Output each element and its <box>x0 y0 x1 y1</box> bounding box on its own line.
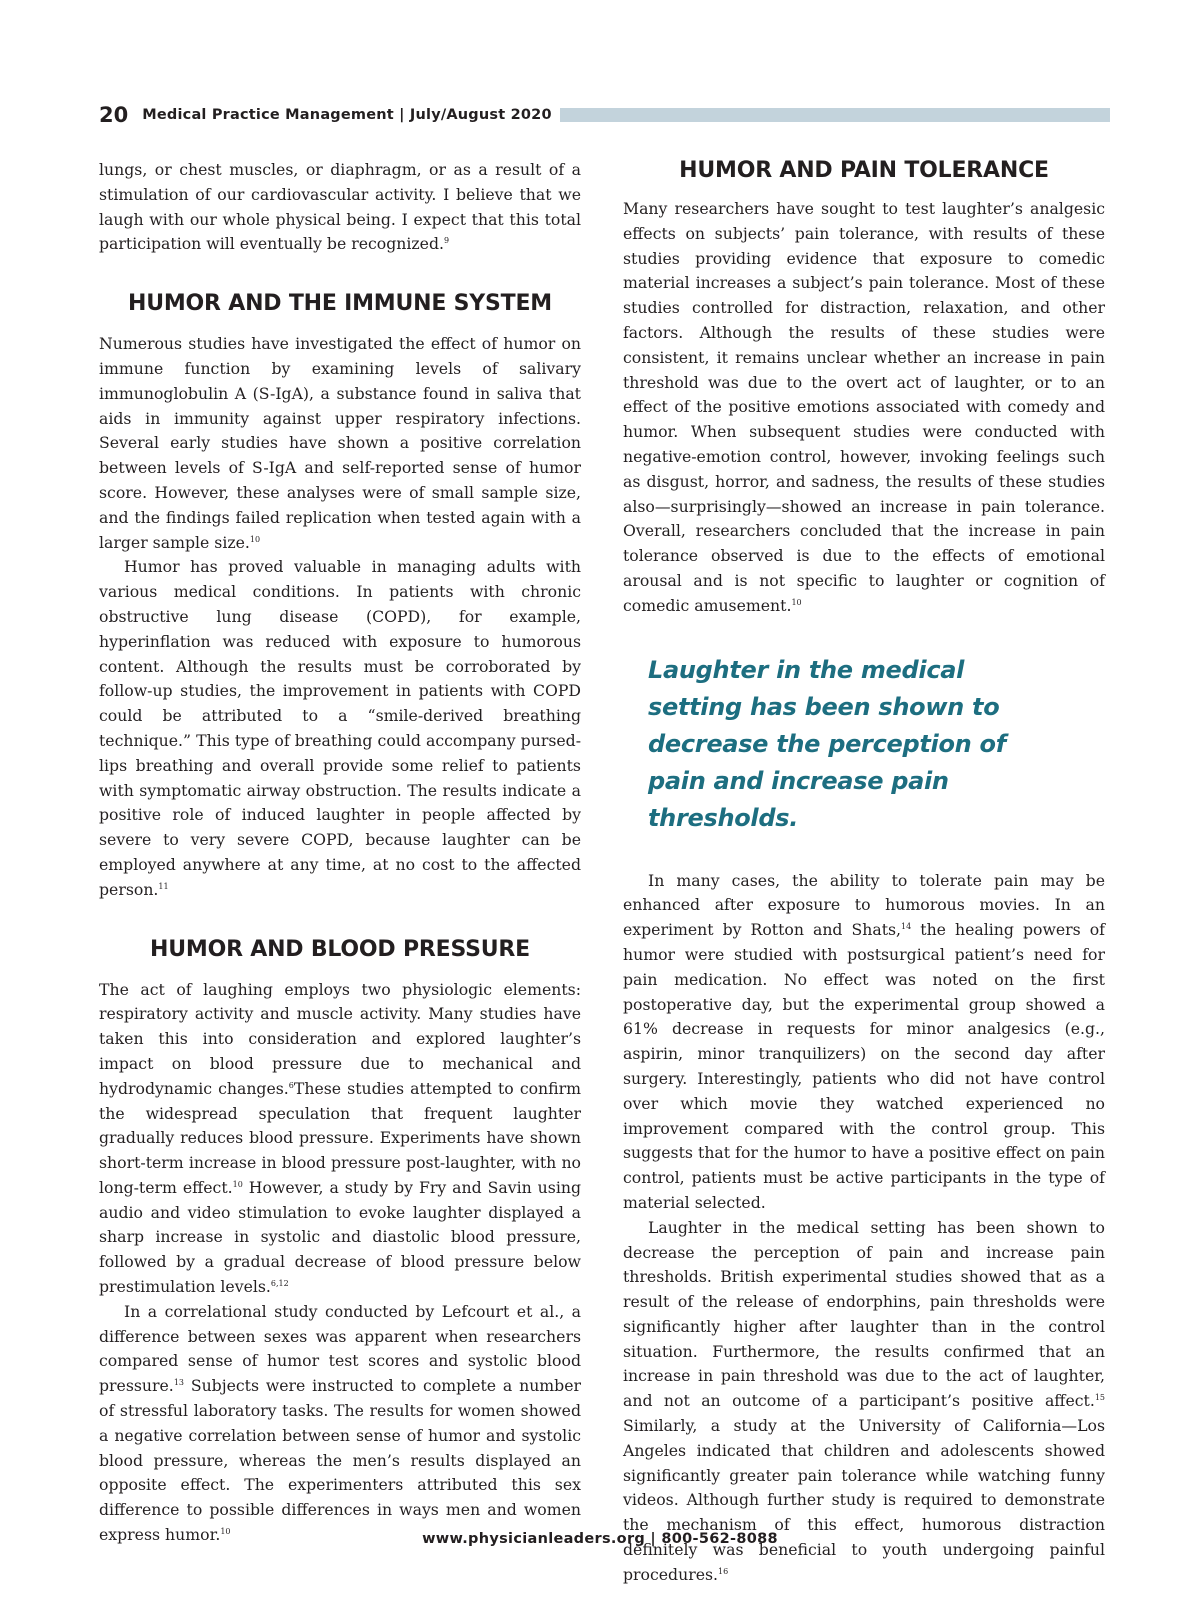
body-paragraph: In a correlational study conducted by Lefcourt et al., a difference between sexes was apparent when researchers compared sense of humor test scores and systolic blood pressure.$^{13}$ Subjects were instructed to complete a number of stressful laboratory tasks. The results for women showed a negative correlation between sense of humor and systolic blood pressure, whereas the men’s results displayed an opposite effect. The experimenters attributed this sex difference to possible differences in ways men and women express humor.$^{10}$ <box>99 1301 581 1545</box>
page-footer: www.physicianleaders.org | 800-562-8088 <box>422 1531 778 1547</box>
footnote-ref: 16 <box>718 1566 729 1576</box>
section-heading-immune: HUMOR AND THE IMMUNE SYSTEM <box>127 291 553 317</box>
body-paragraph: lungs, or chest muscles, or diaphragm, or as a result of a stimulation of our cardiovascular activity. I believe that we laugh with our whole physical being. I expect that this total participation will eventually be recognized.$^9$ <box>99 160 581 254</box>
footnote-ref: 6,12 <box>270 1278 289 1288</box>
footnote-ref: 6 <box>288 1080 294 1090</box>
footnote-ref: 11 <box>158 881 169 891</box>
journal-title: Medical Practice Management | July/August 2020 <box>142 107 552 123</box>
footnote-ref: 10 <box>791 597 802 607</box>
section-heading-pain-tolerance: HUMOR AND PAIN TOLERANCE <box>679 158 1049 183</box>
body-paragraph: Many researchers have sought to test laughter’s analgesic effects on subjects’ pain tolerance, with results of these studies providing evidence that exposure to comedic material increases a subject’s pain tolerance. Most of these studies controlled for distraction, relaxation, and other factors. Although the results of these studies were consistent, it remains unclear whether an increase in pain threshold was due to the overt act of laughter, or to an effect of the positive emotions associated with comedy and humor. When subsequent studies were conducted with negative-emotion control, however, invoking feelings such as disgust, horror, and sadness, the results of these studies also—surprisingly—showed an increase in pain tolerance. Overall, researchers concluded that the increase in pain tolerance observed is due to the effects of emotional arousal and is not specific to laughter or cognition of comedic amusement.$^{10}$ <box>623 199 1105 615</box>
left-column <box>99 158 581 1548</box>
page-header <box>99 100 1110 130</box>
header-rule <box>560 108 1110 122</box>
body-paragraph: The act of laughing employs two physiologic elements: respiratory activity and muscle activity. Many studies have taken this into consideration and explored laughter’s impact on blood pressure due to mechanical and hydrodynamic changes.$^6$These studies attempted to confirm the widespread speculation that frequent laughter gradually reduces blood pressure. Experiments have shown short-term increase in blood pressure post-laughter, with no long-term effect.$^{10}$ However, a study by Fry and Savin using audio and video stimulation to evoke laughter displayed a sharp increase in systolic and diastolic blood pressure, followed by a gradual decrease of blood pressure below prestimulation levels.$^{6,12}$ <box>99 979 581 1297</box>
footnote-ref: 9 <box>443 236 450 246</box>
footnote-ref: 10 <box>220 1526 231 1536</box>
footnote-ref: 14 <box>901 921 912 931</box>
footnote-ref: 10 <box>249 534 261 544</box>
footnote-ref: 10 <box>232 1179 243 1189</box>
footnote-ref: 15 <box>1094 1393 1105 1403</box>
footnote-ref: 13 <box>173 1378 184 1388</box>
right-column <box>623 154 1105 1588</box>
body-paragraph: In many cases, the ability to tolerate pain may be enhanced after exposure to humorous movies. In an experiment by Rotton and Shats,$^{14}$ the healing powers of humor were studied with postsurgical patient’s need for pain medication. No effect was noted on the first postoperative day, but the experimental group showed a 61% decrease in requests for minor analgesics (e.g., aspirin, minor tranquilizers) on the second day after surgery. Interestingly, patients who did not have control over which movie they watched experienced no improvement compared with the control group. This suggests that for the humor to have a positive effect on pain control, patients must be active participants in the type of material selected. <box>623 870 1105 1212</box>
body-paragraph: Laughter in the medical setting has been shown to decrease the perception of pain and increase pain thresholds. British experimental studies showed that as a result of the release of endorphins, pain thresholds were significantly higher after laughter than in the control situation. Furthermore, the results confirmed that an increase in pain threshold was due to the act of laughter, and not an outcome of a participant’s positive affect.$^{15}$ Similarly, a study at the University of California—Los Angeles indicated that children and adolescents showed significantly greater pain tolerance while watching funny videos. Although further study is required to demonstrate the mechanism of this effect, humorous distraction definitely was beneficial to youth undergoing painful procedures.$^{16}$ <box>623 1217 1105 1584</box>
section-heading-blood-pressure: HUMOR AND BLOOD PRESSURE <box>150 936 530 962</box>
body-paragraph: Humor has proved valuable in managing adults with various medical conditions. In patients with chronic obstructive lung disease (COPD), for example, hyperinflation was reduced with exposure to humorous content. Although the results must be corroborated by follow-up studies, the improvement in patients with COPD could be attributed to a “smile-derived breathing technique.” This type of breathing could accompany pursed-lips breathing and overall provide some relief to patients with symptomatic airway obstruction. The results indicate a positive role of induced laughter in people affected by severe to very severe COPD, because laughter can be employed anywhere at any time, at no cost to the affected person.$^{11}$ <box>99 557 581 899</box>
page-number: 20 <box>99 103 129 127</box>
body-paragraph: Numerous studies have investigated the effect of humor on immune function by examining levels of salivary immunoglobulin A (S-IgA), a substance found in saliva that aids in immunity against upper respiratory infections. Several early studies have shown a positive correlation between levels of S-IgA and self-reported sense of humor score. However, these analyses were of small sample size, and the findings failed replication when tested again with a larger sample size.$^{10}$ <box>99 334 581 552</box>
pull-quote: Laughter in the medical setting has been shown to decrease the perception of pain and increase pain thresholds. <box>648 655 1006 832</box>
